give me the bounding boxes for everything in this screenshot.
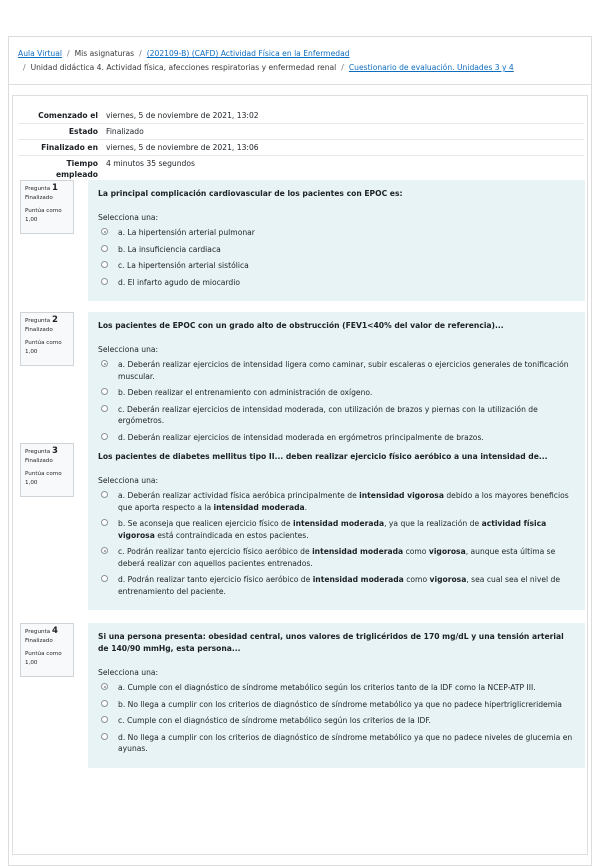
question-points-label: Puntúa como <box>25 340 62 346</box>
question-text: Los pacientes de EPOC con un grado alto de obstrucción (FEV1<40% del valor de referencia)... <box>98 321 504 330</box>
radio-unchecked-icon[interactable] <box>101 388 108 395</box>
answer-option-text: está contraindicada en estos pacientes. <box>154 530 309 540</box>
answer-option[interactable] <box>98 387 575 399</box>
answer-option-emphasis: intensidad moderada <box>312 547 404 556</box>
answer-option-text: , ya que la realización de <box>384 519 482 528</box>
answer-option-text: , sea cual sea el nivel de entrenamiento del paciente. <box>118 575 561 596</box>
radio-checked-icon[interactable] <box>101 228 108 235</box>
radio-unchecked-icon[interactable] <box>101 716 108 723</box>
breadcrumb-unit: Unidad didáctica 4. Actividad física, afecciones respiratorias y enfermedad renal <box>30 63 337 72</box>
question-content <box>88 443 585 610</box>
question-points-value: 1,00 <box>25 349 38 355</box>
question-points-label: Puntúa como <box>25 208 62 214</box>
answer-option-text: d. No llega a cumplir con los criterios de diagnóstico de síndrome metabólico ya que no padece niveles de glucemia en ayunas. <box>118 732 573 753</box>
summary-label <box>18 156 106 183</box>
breadcrumb-row-2 <box>18 61 578 75</box>
question-number-value: 1 <box>51 183 58 193</box>
answer-option-text: c. Deberán realizar ejercicios de intensidad moderada, con utilización de brazos y piernas con la utilización de ergómetros. <box>118 404 538 425</box>
radio-unchecked-icon[interactable] <box>101 733 108 740</box>
summary-value: viernes, 5 de noviembre de 2021, 13:06 <box>106 140 584 156</box>
question-status: Finalizado <box>25 327 53 333</box>
answer-prompt: Selecciona una: <box>98 476 159 485</box>
answer-option-text: d. Deberán realizar ejercicios de intensidad moderada en ergómetros principalmente de brazos. <box>118 432 484 442</box>
radio-unchecked-icon[interactable] <box>101 278 108 285</box>
answer-option[interactable] <box>98 574 575 597</box>
answer-option[interactable] <box>98 260 575 272</box>
radio-unchecked-icon[interactable] <box>101 491 108 498</box>
summary-row-time <box>18 156 584 183</box>
summary-value: viernes, 5 de noviembre de 2021, 13:02 <box>106 108 584 124</box>
radio-unchecked-icon[interactable] <box>101 575 108 582</box>
question-status: Finalizado <box>25 458 53 464</box>
attempt-summary-table <box>18 108 584 182</box>
question-info-box <box>20 180 74 234</box>
answer-option-text: c. Podrán realizar tanto ejercicio físico aeróbico de <box>118 547 313 556</box>
answer-option-text: b. Deben realizar el entrenamiento con administración de oxígeno. <box>118 388 373 397</box>
question-info-box <box>20 623 74 677</box>
answer-option-text: como <box>403 547 429 556</box>
answer-option[interactable] <box>98 715 575 727</box>
answer-option-emphasis: intensidad vigorosa <box>359 491 444 500</box>
answer-option[interactable] <box>98 546 575 569</box>
summary-label-line-2: empleado <box>55 170 98 179</box>
answer-option[interactable] <box>98 518 575 541</box>
question-points-label: Puntúa como <box>25 651 62 657</box>
answer-option-text: a. Deberán realizar ejercicios de intensidad ligera como caminar, subir escaleras o ejercicios generales de tonificación muscular. <box>118 360 569 381</box>
summary-value: Finalizado <box>106 124 584 140</box>
answer-option-text: b. Se aconseja que realicen ejercicio físico de <box>118 519 293 528</box>
answer-option-text: debido a los mayores beneficios que aporta respecto a la <box>118 491 569 512</box>
breadcrumb-separator: / <box>139 49 142 58</box>
answer-option-text: c. Cumple con el diagnóstico de síndrome metabólico según los criterios de la IDF. <box>118 716 431 725</box>
answer-prompt: Selecciona una: <box>98 213 159 222</box>
summary-label: Estado <box>18 124 106 140</box>
breadcrumb-aula-virtual-link[interactable]: Aula Virtual <box>18 49 62 58</box>
radio-unchecked-icon[interactable] <box>101 261 108 268</box>
radio-checked-icon[interactable] <box>101 683 108 690</box>
question-points-value: 1,00 <box>25 660 38 666</box>
answer-option[interactable] <box>98 432 575 444</box>
radio-unchecked-icon[interactable] <box>101 405 108 412</box>
question-number <box>25 627 69 637</box>
summary-row-started <box>18 108 584 124</box>
question-points-value: 1,00 <box>25 217 38 223</box>
breadcrumb-mis-asignaturas: Mis asignaturas <box>74 49 135 58</box>
question-points-label: Puntúa como <box>25 471 62 477</box>
question-content <box>88 312 585 456</box>
question-text: La principal complicación cardiovascular de los pacientes con EPOC es: <box>98 189 403 198</box>
radio-checked-icon[interactable] <box>101 360 108 367</box>
answer-option-text: a. Cumple con el diagnóstico de síndrome metabólico según los criterios tanto de la IDF como la NCEP-ATP III. <box>118 683 536 692</box>
question-number <box>25 316 69 326</box>
answer-prompt: Selecciona una: <box>98 668 159 677</box>
question-number-value: 3 <box>51 446 58 456</box>
question-info-box <box>20 443 74 497</box>
question-text: Los pacientes de diabetes mellitus tipo II... deben realizar ejercicio físico aeróbico a una intensidad de... <box>98 452 548 461</box>
answer-option-text: c. La hipertensión arterial sistólica <box>118 261 249 270</box>
answer-option-text: b. No llega a cumplir con los criterios de diagnóstico de síndrome metabólico ya que no padece hipertriglicreridemia <box>118 699 562 709</box>
answer-option[interactable] <box>98 682 575 694</box>
radio-checked-icon[interactable] <box>101 547 108 554</box>
summary-label-line-1: Tiempo <box>66 159 98 168</box>
question-content <box>88 180 585 301</box>
answer-option[interactable] <box>98 404 575 427</box>
summary-row-finished <box>18 140 584 156</box>
summary-row-state <box>18 124 584 140</box>
breadcrumb-course-link[interactable]: (202109-B) (CAFD) Actividad Física en la Enfermedad <box>146 49 350 58</box>
answer-option-emphasis: intensidad moderada <box>312 575 404 584</box>
answer-option[interactable] <box>98 277 575 289</box>
question-label: Pregunta <box>25 318 51 324</box>
question-number <box>25 447 69 457</box>
answer-option[interactable] <box>98 490 575 513</box>
answer-option-text: como <box>403 575 430 584</box>
breadcrumb-separator: / <box>23 63 26 72</box>
answer-option[interactable] <box>98 699 575 711</box>
answer-option-emphasis: vigorosa <box>429 575 467 584</box>
answer-option-text: . <box>304 502 308 512</box>
breadcrumb-separator: / <box>67 49 70 58</box>
breadcrumb-quiz-link[interactable]: Cuestionario de evaluación. Unidades 3 y 4 <box>348 63 514 72</box>
answer-option-text: b. La insuficiencia cardiaca <box>118 244 221 254</box>
answer-option-text: a. Deberán realizar actividad física aeróbica principalmente de <box>118 491 360 500</box>
radio-unchecked-icon[interactable] <box>101 245 108 252</box>
answer-prompt: Selecciona una: <box>98 345 159 354</box>
answer-option-emphasis: vigorosa <box>428 547 466 556</box>
radio-unchecked-icon[interactable] <box>101 519 108 526</box>
header-divider <box>8 84 592 85</box>
answer-option-text: d. El infarto agudo de miocardio <box>118 277 240 287</box>
radio-unchecked-icon[interactable] <box>101 433 108 440</box>
question-points-value: 1,00 <box>25 480 38 486</box>
question-text: Si una persona presenta: obesidad central, unos valores de triglicéridos de 170 mg/dL y una tensión arterial de 140/90 mmHg, esta persona... <box>98 632 564 653</box>
radio-unchecked-icon[interactable] <box>101 700 108 707</box>
question-number <box>25 184 69 194</box>
answer-option-text: d. Podrán realizar tanto ejercicio físico aeróbico de <box>118 575 313 584</box>
question-label: Pregunta <box>25 186 51 192</box>
question-label: Pregunta <box>25 449 51 455</box>
summary-label: Finalizado en <box>18 140 106 156</box>
summary-value: 4 minutos 35 segundos <box>106 159 195 168</box>
answer-option-text: a. La hipertensión arterial pulmonar <box>118 228 255 237</box>
answer-option-emphasis: intensidad moderada <box>292 519 385 528</box>
answer-option[interactable] <box>98 732 575 755</box>
answer-option[interactable] <box>98 359 575 382</box>
answer-option-emphasis: intensidad moderada <box>213 502 305 512</box>
answer-option[interactable] <box>98 244 575 256</box>
summary-label: Comenzado el <box>18 108 106 124</box>
question-number-value: 4 <box>51 626 58 636</box>
question-label: Pregunta <box>25 629 51 635</box>
question-number-value: 2 <box>51 315 58 325</box>
question-info-box <box>20 312 74 366</box>
answer-option-emphasis: actividad física vigorosa <box>118 519 547 540</box>
answer-option[interactable] <box>98 227 575 239</box>
breadcrumb <box>18 47 578 75</box>
breadcrumb-separator: / <box>341 63 344 72</box>
question-content <box>88 623 585 768</box>
question-status: Finalizado <box>25 638 53 644</box>
question-status: Finalizado <box>25 195 53 201</box>
breadcrumb-row-1 <box>18 47 578 61</box>
answer-option-text: , aunque esta última se deberá realizar con aquellos pacientes entrenados. <box>118 547 556 568</box>
